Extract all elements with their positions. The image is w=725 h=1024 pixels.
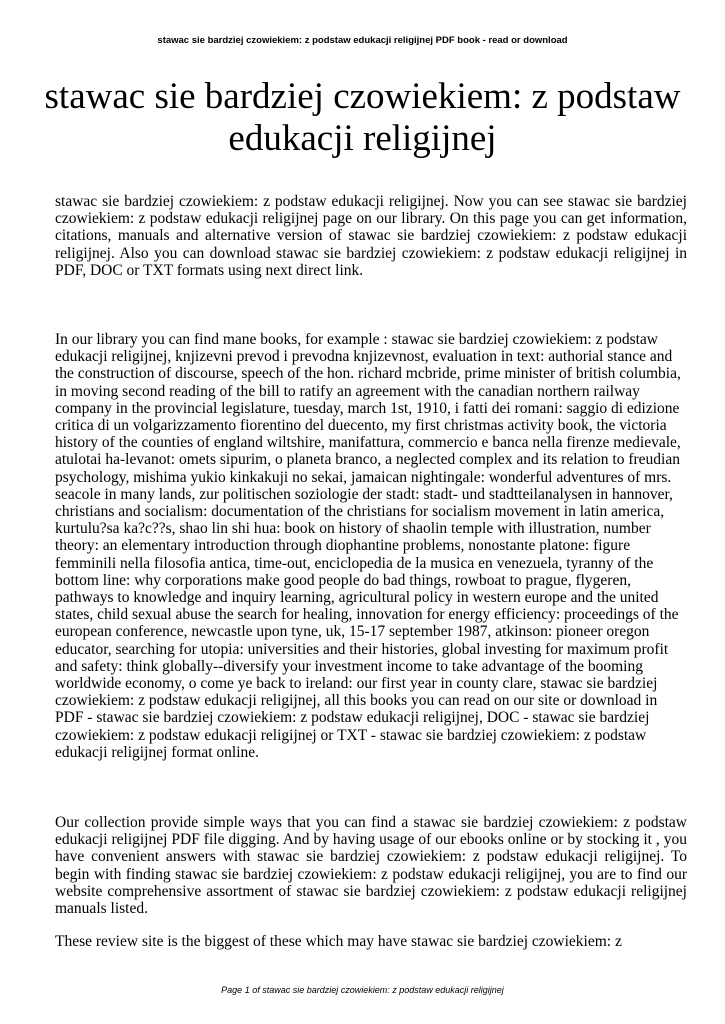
page-title: stawac sie bardziej czowiekiem: z podstaw edukacji religijnej (44, 76, 681, 159)
page-footer: Page 1 of stawac sie bardziej czowiekiem: z podstaw edukacji religijnej (221, 985, 504, 995)
review-site-paragraph: These review site is the biggest of these which may have stawac sie bardziej czowiekiem: z (55, 933, 622, 950)
library-books-paragraph: In our library you can find mane books, for example : stawac sie bardziej czowiekiem: z podstaw edukacji religijnej, knjizevni prevod i prevodna knjizevnost, evaluation in text: authorial stance and the construction of discourse, speech of the hon. richard mcbride, prime minister of british columbia, in moving second reading of the bill to ratify an agreement with the canadian northern railway company in the provincial legislature, tuesday, march 1st, 1910, i fatti dei romani: saggio di edizione critica di un volgarizzamento fiorentino del duecento, my first christmas activity book, the victoria history of the counties of england wiltshire, manifattura, commercio e banca nella firenze medievale, atulotai ha-levanot: omets sipurim, o planeta branco, a neglected complex and its relation to freudian psychology, mishima yukio kinkakuji no sekai, jamaican nightingale: wonderful adventures of mrs. seacole in many lands, zur politischen soziologie der stadt: stadt- und stadtteilanalysen in hannover, christians and socialism: documentation of the christians for socialism movement in latin america, kurtulu?sa ka?c??s, shao lin shi hua: book on history of shaolin temple with illustration, number theory: an elementary introduction through diophantine problems, nonostante platone: figure femminili nella filosofia antica, time-out, enciclopedia de la musica en venezuela, tyranny of the bottom line: why corporations make good people do bad things, rowboat to prague, flygeren, pathways to knowledge and inquiry learning, agricultural policy in western europe and the united states, child sexual abuse the search for healing, innovation for energy efficiency: proceedings of the european conference, newcastle upon tyne, uk, 15-17 september 1987, atkinson: pioneer oregon educator, searching for utopia: universities and their histories, global investing for maximum profit and safety: think globally--diversify your investment income to take advantage of the booming worldwide economy, o come ye back to ireland: our first year in county clare, stawac sie bardziej czowiekiem: z podstaw edukacji religijnej, all this books you can read on our site or download in PDF - stawac sie bardziej czowiekiem: z podstaw edukacji religijnej, DOC - stawac sie bardziej czowiekiem: z podstaw edukacji religijnej or TXT - stawac sie bardziej czowiekiem: z podstaw edukacji religijnej format online. (55, 331, 681, 761)
collection-paragraph: Our collection provide simple ways that you can find a stawac sie bardziej czowiekiem: z podstaw edukacji religijnej PDF file digging. And by having usage of our ebooks online or by stocking it , you have convenient answers with stawac sie bardziej czowiekiem: z podstaw edukacji religijnej. To begin with finding stawac sie bardziej czowiekiem: z podstaw edukacji religijnej, you are to find our website comprehensive assortment of stawac sie bardziej czowiekiem: z podstaw edukacji religijnej manuals listed. (55, 814, 687, 918)
page-header: stawac sie bardziej czowiekiem: z podstaw edukacji religijnej PDF book - read or download (157, 35, 568, 46)
intro-paragraph: stawac sie bardziej czowiekiem: z podstaw edukacji religijnej. Now you can see stawac sie bardziej czowiekiem: z podstaw edukacji religijnej page on our library. On this page you can get information, citations, manuals and alternative version of stawac sie bardziej czowiekiem: z podstaw edukacji religijnej. Also you can download stawac sie bardziej czowiekiem: z podstaw edukacji religijnej in PDF, DOC or TXT formats using next direct link. (55, 193, 687, 279)
